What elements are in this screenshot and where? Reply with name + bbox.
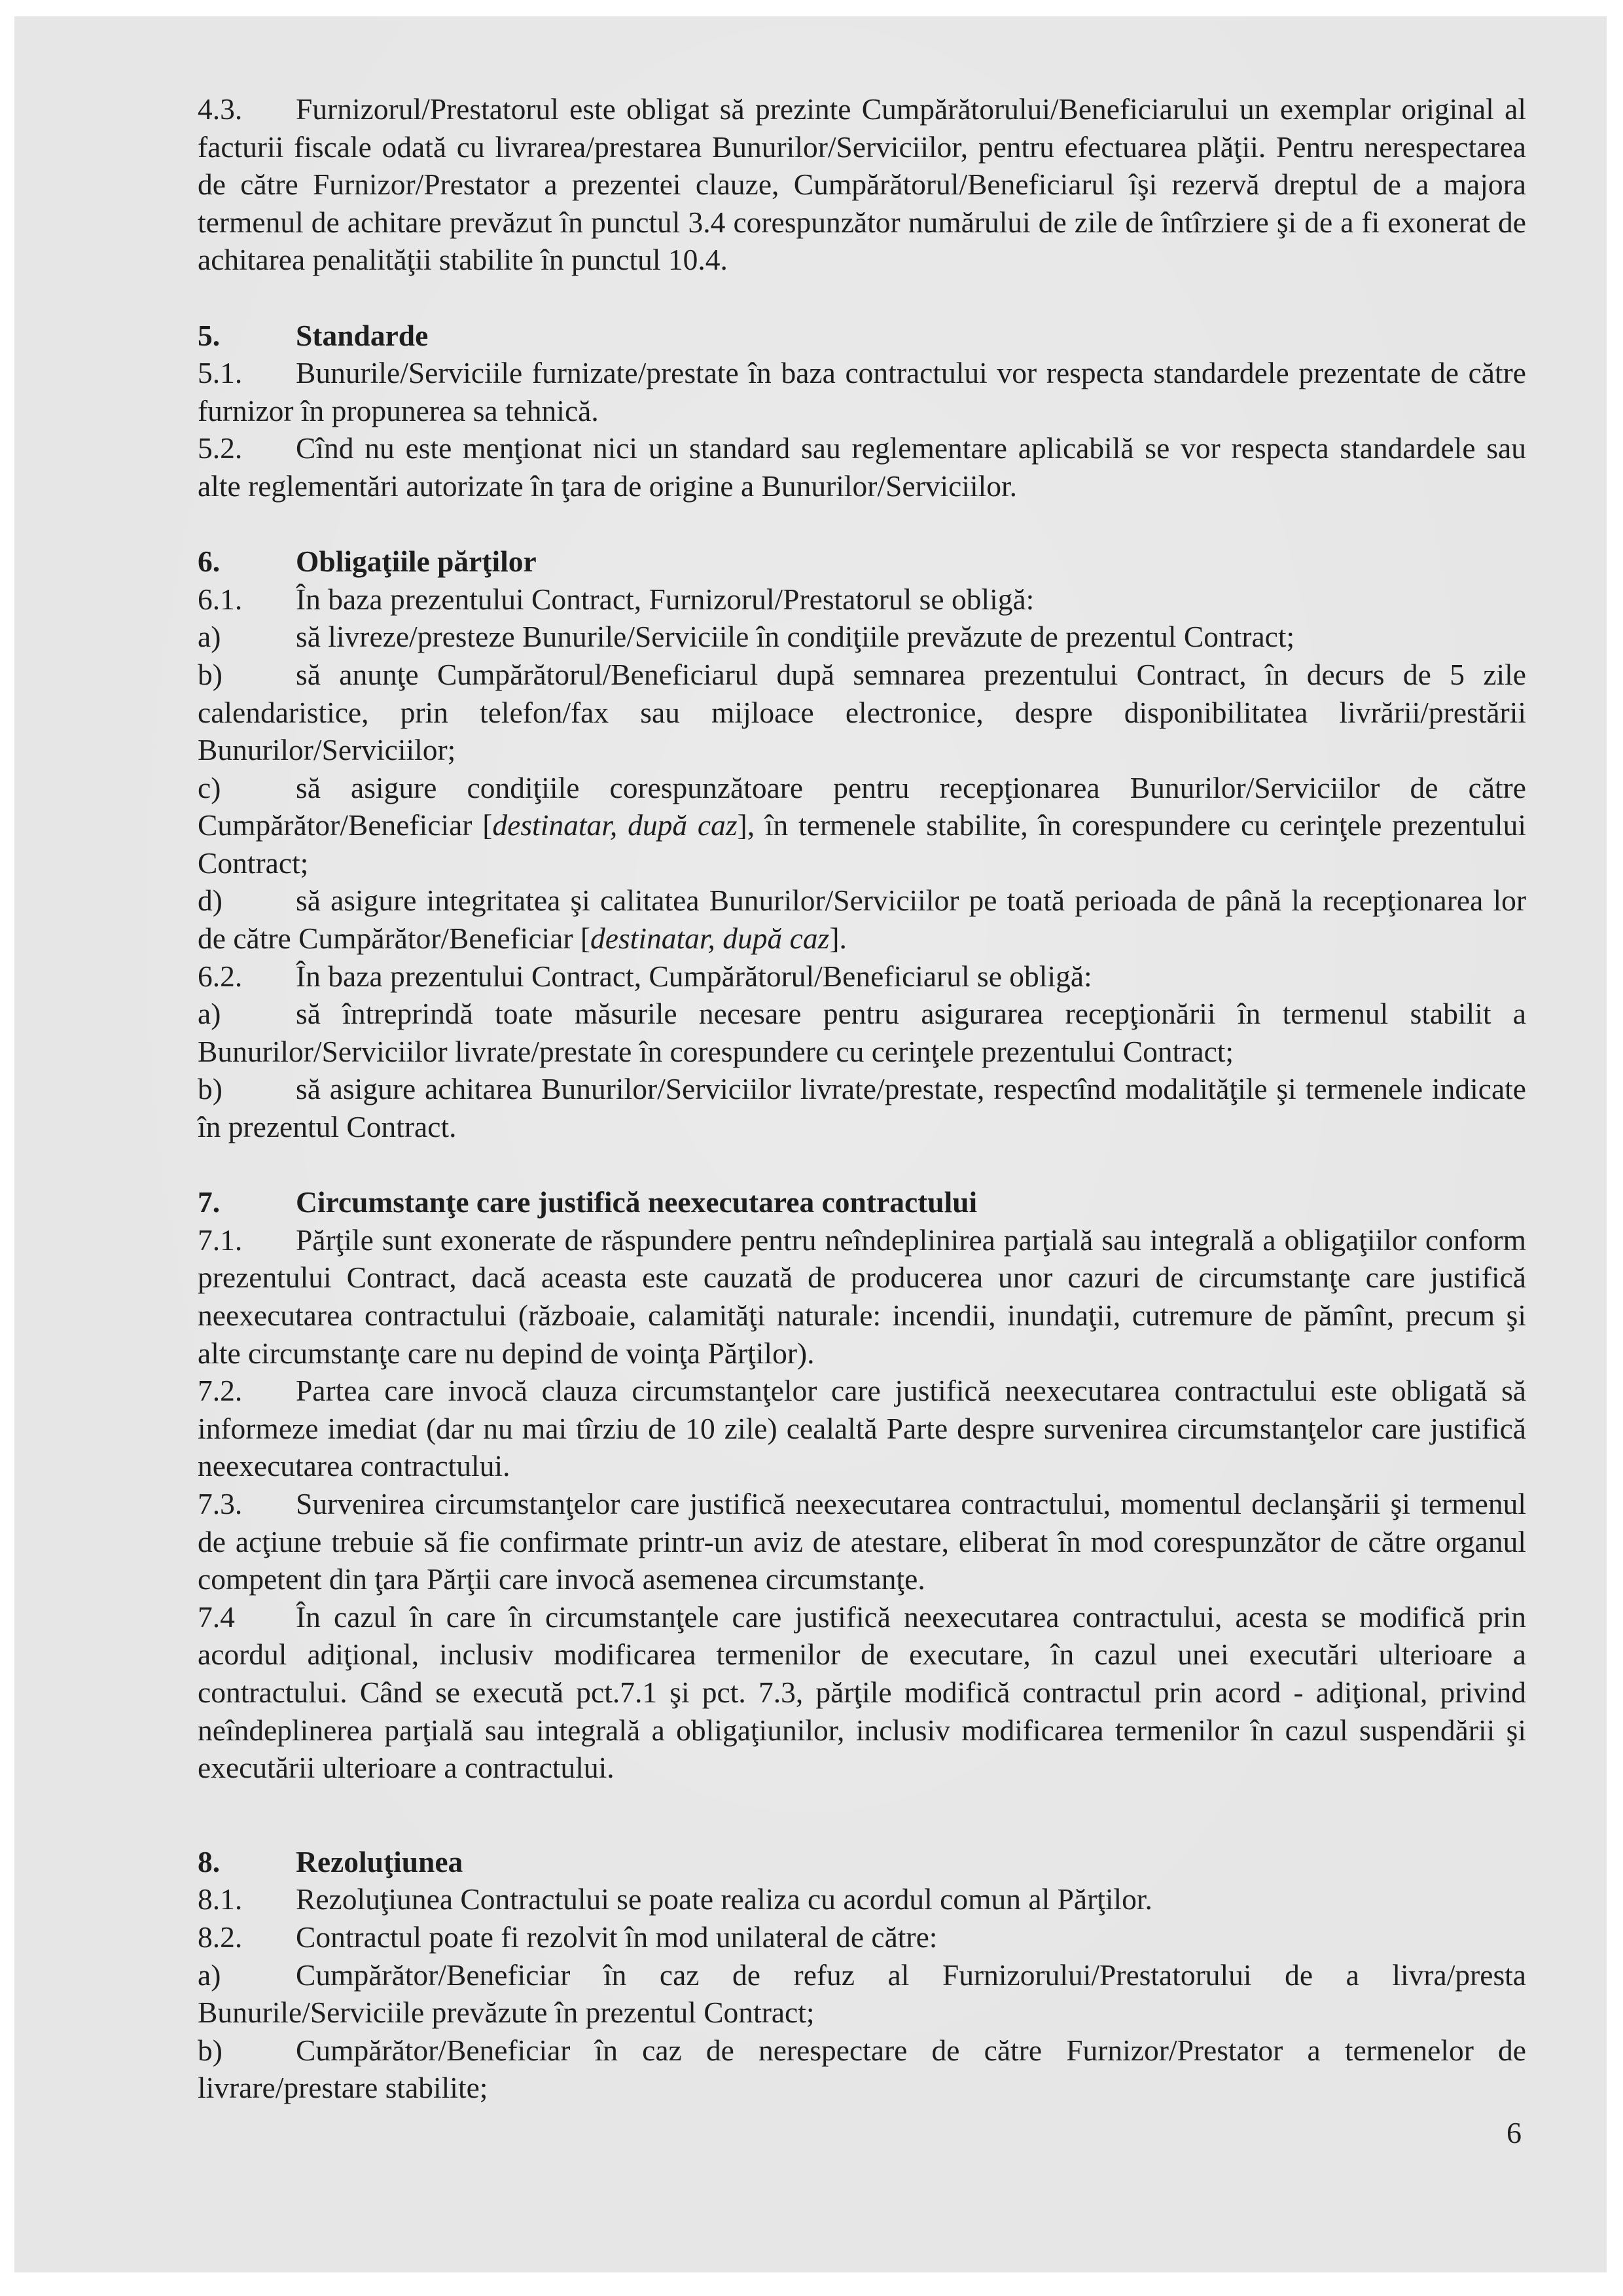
document-body bbox=[198, 90, 1526, 2107]
heading-title: Standarde bbox=[296, 318, 429, 352]
heading-number: 7. bbox=[198, 1185, 221, 1219]
clause-text: În baza prezentului Contract, Cumpărătorul/Beneficiarul se obligă: bbox=[296, 959, 1092, 993]
clause-number: 4.3. bbox=[198, 92, 243, 126]
section-heading bbox=[198, 317, 1526, 355]
clause-text-italic: destinatar, după caz bbox=[590, 922, 830, 956]
clause-7-1 bbox=[198, 1221, 1526, 1372]
clause-text-before: să asigure integritatea şi calitatea Bunurilor/Serviciilor pe toată perioada de până la recepţionarea lor de către Cumpărător/Beneficiar [ bbox=[198, 884, 1526, 956]
clause-number: 8.2. bbox=[198, 1920, 243, 1954]
clause-number: 7.2. bbox=[198, 1374, 243, 1408]
clause-text: să livreze/presteze Bunurile/Serviciile în condiţiile prevăzute de prezentul Contract; bbox=[296, 620, 1295, 654]
page-number: 6 bbox=[1507, 2116, 1522, 2149]
clause-text: Cînd nu este menţionat nici un standard sau reglementare aplicabilă se vor respecta standardele sau alte reglementări autorizate în ţara de origine a Bunurilor/Serviciilor. bbox=[198, 431, 1526, 503]
section-5-standarde bbox=[198, 317, 1526, 505]
clause-text: În cazul în care în circumstanţele care justifică neexecutarea contractului, acesta se modifică prin acordul adiţional, inclusiv modificarea termenilor de executare, în cazul unei executări ulterioare a contractului. Când se execută pct.7.1 şi pct. 7.3, părţile modifică contractul prin acord - adiţional, privind neîndeplinerea parţială sau integrală a obligaţiunilor, inclusiv modificarea termenilor în cazul suspendării şi executării ulterioare a contractului. bbox=[198, 1600, 1526, 1785]
clause-text: să întreprindă toate măsurile necesare pentru asigurarea recepţionării în termenul stabilit a Bunurilor/Serviciilor livrate/prestate în corespundere cu cerinţele prezentului Contract; bbox=[198, 997, 1526, 1068]
clause-number: 5.1. bbox=[198, 356, 243, 390]
clause-6-1-c bbox=[198, 769, 1526, 882]
clause-text: Furnizorul/Prestatorul este obligat să prezinte Cumpărătorului/Beneficiarului un exemplar original al facturii fiscale odată cu livrarea/prestarea Bunurilor/Serviciilor, pentru efectuarea plăţii. Pentru nerespectarea de către Furnizor/Prestator a prezentei clauze, Cumpărătorul/Beneficiarul îşi rezervă dreptul de a majora termenul de achitare prevăzut în punctul 3.4 corespunzător numărului de zile de întîrziere şi de a fi exonerat de achitarea penalităţii stabilite în punctul 10.4. bbox=[198, 92, 1526, 277]
clause-8-2 bbox=[198, 1918, 1526, 1956]
clause-text: Partea care invocă clauza circumstanţelor care justifică neexecutarea contractului este obligată să informeze imediat (dar nu mai tîrziu de 10 zile) cealaltă Parte despre survenirea circumstanţelor care justifică neexecutarea contractului. bbox=[198, 1374, 1526, 1483]
clause-number: a) bbox=[198, 620, 221, 654]
clause-text: să anunţe Cumpărătorul/Beneficiarul după semnarea prezentului Contract, în decurs de 5 zile calendaristice, prin telefon/fax sau mijloace electronice, despre disponibilitatea livrării/prestării Bunurilor/Serviciilor; bbox=[198, 657, 1526, 767]
clause-text: Contractul poate fi rezolvit în mod unilateral de către: bbox=[296, 1920, 938, 1954]
section-heading bbox=[198, 543, 1526, 581]
section-heading bbox=[198, 1843, 1526, 1881]
clause-number: 7.4 bbox=[198, 1600, 235, 1634]
clause-6-1-a bbox=[198, 618, 1526, 656]
clause-8-1 bbox=[198, 1880, 1526, 1918]
clause-7-3 bbox=[198, 1485, 1526, 1598]
clause-number: a) bbox=[198, 1958, 221, 1992]
heading-number: 5. bbox=[198, 318, 221, 352]
clause-6-2 bbox=[198, 958, 1526, 996]
heading-title: Circumstanţe care justifică neexecutarea contractului bbox=[296, 1185, 978, 1219]
clause-number: b) bbox=[198, 657, 223, 691]
section-4-3 bbox=[198, 90, 1526, 279]
clause-number: 7.3. bbox=[198, 1486, 243, 1520]
clause-text-before: să asigure condiţiile corespunzătoare pentru recepţionarea Bunurilor/Serviciilor de către Cumpărător/Beneficiar [ bbox=[198, 770, 1526, 842]
clause-text: să asigure achitarea Bunurilor/Serviciilor livrate/prestate, respectînd modalităţile şi termenele indicate în prezentul Contract. bbox=[198, 1072, 1526, 1144]
clause-8-2-b bbox=[198, 2032, 1526, 2107]
clause-text: Survenirea circumstanţelor care justifică neexecutarea contractului, momentul declanşării şi termenul de acţiune trebuie să fie confirmate printr-un aviz de atestare, eliberat în mod corespunzător de către organul competent din ţara Părţii care invocă asemenea circumstanţe. bbox=[198, 1486, 1526, 1596]
clause-text: Părţile sunt exonerate de răspundere pentru neîndeplinirea parţială sau integrală a obligaţiilor conform prezentului Contract, dacă aceasta este cauzată de producerea unor cazuri de circumstanţe care justifică neexecutarea contractului (războaie, calamităţi naturale: incendii, inundaţii, cutremure de pămînt, precum şi alte circumstanţe care nu depind de voinţa Părţilor). bbox=[198, 1223, 1526, 1370]
clause-6-1 bbox=[198, 581, 1526, 619]
clause-5-1 bbox=[198, 354, 1526, 429]
heading-title: Obligaţiile părţilor bbox=[296, 545, 537, 579]
clause-6-1-b bbox=[198, 656, 1526, 769]
clause-text-after: ], în termenele stabilite, în corespundere cu cerinţele prezentului Contract; bbox=[198, 808, 1526, 880]
section-6-obligatiile bbox=[198, 543, 1526, 1146]
heading-title: Rezoluţiunea bbox=[296, 1844, 463, 1878]
clause-number: 6.1. bbox=[198, 582, 243, 616]
clause-5-2 bbox=[198, 429, 1526, 505]
section-8-rezolutiunea bbox=[198, 1843, 1526, 2107]
heading-number: 6. bbox=[198, 545, 221, 579]
clause-text: Cumpărător/Beneficiar în caz de nerespectare de către Furnizor/Prestator a termenelor de livrare/prestare stabilite; bbox=[198, 2033, 1526, 2105]
clause-6-2-b bbox=[198, 1070, 1526, 1145]
clause-7-2 bbox=[198, 1372, 1526, 1485]
clause-number: b) bbox=[198, 1072, 223, 1106]
clause-text: Cumpărător/Beneficiar în caz de refuz al Furnizorului/Prestatorului de a livra/presta Bunurile/Serviciile prevăzute în prezentul Contract; bbox=[198, 1958, 1526, 2030]
clause-text-italic: destinatar, după caz bbox=[492, 808, 738, 842]
clause-number: c) bbox=[198, 770, 221, 804]
clause-number: a) bbox=[198, 997, 221, 1031]
clause-number: b) bbox=[198, 2033, 223, 2067]
clause-6-2-a bbox=[198, 995, 1526, 1070]
section-7-circumstante bbox=[198, 1183, 1526, 1787]
clause-6-1-d bbox=[198, 882, 1526, 957]
clause-7-4 bbox=[198, 1598, 1526, 1787]
section-heading bbox=[198, 1183, 1526, 1221]
clause-4-3 bbox=[198, 90, 1526, 279]
clause-number: d) bbox=[198, 884, 223, 918]
clause-text: Bunurile/Serviciile furnizate/prestate în baza contractului vor respecta standardele prezentate de către furnizor în propunerea sa tehnică. bbox=[198, 356, 1526, 427]
clause-text-after: ]. bbox=[829, 922, 847, 956]
heading-number: 8. bbox=[198, 1844, 221, 1878]
clause-number: 8.1. bbox=[198, 1882, 243, 1916]
clause-text: Rezoluţiunea Contractului se poate realiza cu acordul comun al Părţilor. bbox=[296, 1882, 1152, 1916]
clause-number: 6.2. bbox=[198, 959, 243, 993]
clause-number: 5.2. bbox=[198, 431, 243, 465]
clause-number: 7.1. bbox=[198, 1223, 243, 1257]
clause-text: În baza prezentului Contract, Furnizorul/Prestatorul se obligă: bbox=[296, 582, 1035, 616]
clause-8-2-a bbox=[198, 1956, 1526, 2032]
